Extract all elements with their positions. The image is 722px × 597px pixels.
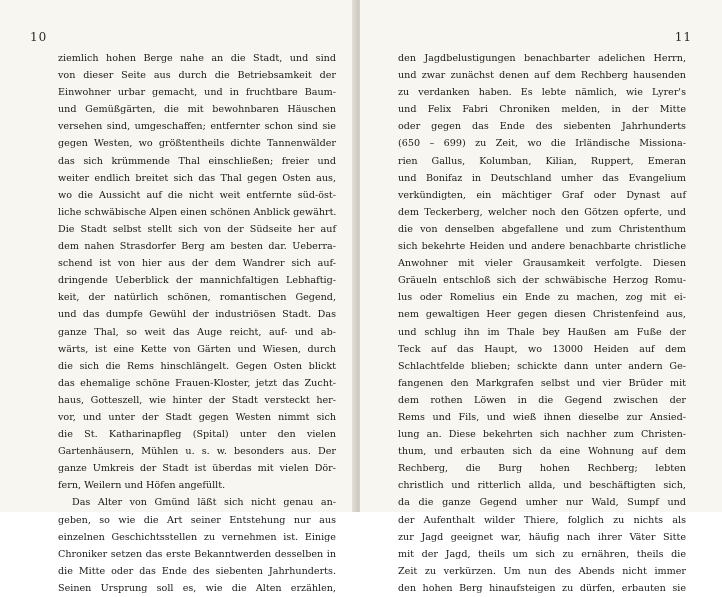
text-line: die von denselben abgefallene und zum Christenthum — [398, 223, 686, 235]
text-line: zur Jagd geeignet war, häufig nach ihrer Väter Sitte — [398, 531, 686, 543]
text-line: von dieser Seite aus durch die Betriebsamkeit der — [58, 70, 336, 82]
text-line: verkündigten, ein mächtiger Graf oder Dynast auf — [398, 189, 686, 201]
text-line: dem rothen Löwen in die Gegend zwischen der — [398, 394, 686, 406]
text-line: liche schwäbische Alpen einen schönen Anblick gewährt. — [58, 206, 337, 218]
text-line: und das dumpfe Gewühl der industriösen Stadt. Das — [58, 309, 336, 321]
text-line: gegen Westen, wo größtentheils dichte Tannenwälder — [58, 138, 336, 150]
text-line: die sich die Rems hinschlängelt. Gegen Osten blickt — [58, 360, 336, 372]
text-line: fangenen den Markgrafen selbst und vier Brüder mit — [398, 377, 686, 389]
text-line: Schlachtfelde blieben; schickte dann unter andern Ge- — [398, 360, 686, 372]
right-page — [360, 0, 722, 594]
text-line: und Bonifaz in Deutschland umher das Evangelium — [398, 172, 686, 184]
text-line: Einwohner urbar gemacht, und in fruchtbare Baum- — [58, 87, 336, 99]
text-line: ganze Thal, so weit das Auge reicht, auf- und ab- — [58, 326, 336, 338]
text-line: ganze Umkreis der Stadt ist überdas mit vielen Dör- — [58, 463, 336, 475]
text-line: die Mitte oder das Ende des siebenten Jahrhunderts. — [58, 565, 336, 577]
text-line: den Jagdbelustigungen benachbarter adelichen Herrn, — [398, 53, 686, 64]
text-line: und zwar zunächst denen auf dem Rechberg hausenden — [398, 70, 686, 82]
text-line: Seinen Ursprung soll es, wie die Alten erzählen, — [58, 582, 336, 594]
left-page-number: 10 — [30, 30, 48, 44]
text-line: sich bekehrte Heiden und andere benachbarte christliche — [398, 241, 686, 253]
text-line: Gräueln entschloß sich der schwäbische Herzog Romu- — [398, 275, 686, 287]
text-line: geben, so wie die Art seiner Entstehung nur aus — [58, 514, 336, 526]
text-line: das sich krümmende Thal einschließen; freier und — [58, 155, 336, 167]
text-line: oder gegen das Ende des siebenten Jahrhunderts — [398, 121, 686, 133]
text-line: Zeit zu verkürzen. Um nun des Abends nicht immer — [398, 565, 686, 577]
text-line: dem nahen Strasdorfer Berg am besten dar. Ueberra- — [58, 241, 336, 253]
text-line: mit der Jagd, theils um sich zu ernähren, theils die — [398, 548, 686, 560]
text-line: den hohen Berg hinaufsteigen zu dürfen, erbauten sie — [398, 582, 686, 594]
text-line: wo die Aussicht auf die nicht weit entfernte süd-öst- — [58, 189, 336, 201]
text-line: Das Alter von Gmünd läßt sich nicht genau an- — [72, 497, 336, 509]
text-line: Rems und Fils, und wieß ihnen dieselbe zur Ansied- — [398, 411, 686, 423]
text-line: (650 – 699) zu Zeit, wo die Irländische Missiona- — [398, 138, 686, 150]
text-line: die St. Katharinapfleg (Spital) unter den vielen — [58, 429, 336, 441]
text-line: Rechberg, die Burg hohen Rechberg; lebten — [398, 463, 686, 475]
right-page-number: 11 — [674, 30, 692, 44]
text-line: nem gewaltigen Heer gegen diesen Christenfeind aus, — [398, 309, 686, 321]
left-page — [0, 0, 356, 594]
text-line: vor, und unter der Stadt gegen Westen nimmt sich — [58, 411, 336, 423]
text-line: Teck auf das Haupt, wo 13000 Heiden auf dem — [398, 343, 686, 355]
text-line: weiter endlich breitet sich das Thal gegen Osten aus, — [58, 172, 336, 184]
text-line: und schlug ihn im Thale bey Haußen am Fuße der — [398, 326, 686, 338]
text-line: haus, Gotteszell, wie hinter der Stadt versteckt her- — [58, 394, 336, 406]
text-line: versehen sind, umgeschaffen; entfernter schon sind sie — [58, 121, 336, 133]
text-line: zu verdanken haben. Es lebte nämlich, wie Lyrer's — [398, 87, 686, 99]
text-line: der Aufenthalt wilder Thiere, folglich zu nichts als — [398, 514, 686, 526]
left-page-text — [58, 50, 336, 597]
text-line: ziemlich hohen Berge nahe an die Stadt, und sind — [58, 53, 336, 64]
text-line: keit, der natürlich schönen, romantischen Gegend, — [58, 292, 336, 304]
text-line: wärts, ist eine Kette von Gärten und Wiesen, durch — [58, 343, 336, 355]
text-line: fern, Weilern und Höfen angefüllt. — [58, 480, 226, 492]
text-line: lus oder Romelius ein Ende zu machen, zog mit ei- — [398, 292, 686, 304]
text-line: christlich und ritterlich allda, und beschäftigten sich, — [398, 480, 686, 492]
text-line: das ehemalige schöne Frauen-Kloster, jetzt das Zucht- — [58, 377, 336, 389]
text-line: lung an. Diese bekehrten sich nachher zum Christen- — [398, 429, 686, 441]
text-line: dem Teckerberg, welcher noch den Götzen opferte, und — [398, 206, 686, 218]
text-line: schend ist von hier aus der dem Wandrer sich auf- — [58, 258, 336, 270]
text-line: und Gemüßgärten, die mit bewohnbaren Häuschen — [58, 104, 336, 116]
text-line: Chroniker setzen das erste Bekanntwerden desselben in — [58, 548, 336, 560]
text-line: thum, und erbauten sich da eine Wohnung auf dem — [398, 446, 686, 458]
text-line: Die Stadt selbst stellt sich von der Südseite her auf — [58, 223, 336, 235]
text-line: Anwohner mit vieler Grausamkeit verfolgte. Diesen — [398, 258, 686, 270]
text-line: dringende Ueberblick der mannichfaltigen Lebhaftig- — [58, 275, 336, 287]
text-line: einzelnen Geschichtsstellen zu vernehmen ist. Einige — [58, 531, 336, 543]
text-line: da die ganze Gegend umher nur Wald, Sumpf und — [398, 497, 686, 509]
text-line: Gartenhäusern, Mühlen u. s. w. besonders aus. Der — [58, 446, 336, 458]
text-line: rien Gallus, Kolumban, Kilian, Ruppert, Emeran — [398, 155, 686, 167]
text-line: und Felix Fabri Chroniken melden, in der Mitte — [398, 104, 686, 116]
right-page-text — [398, 50, 686, 597]
